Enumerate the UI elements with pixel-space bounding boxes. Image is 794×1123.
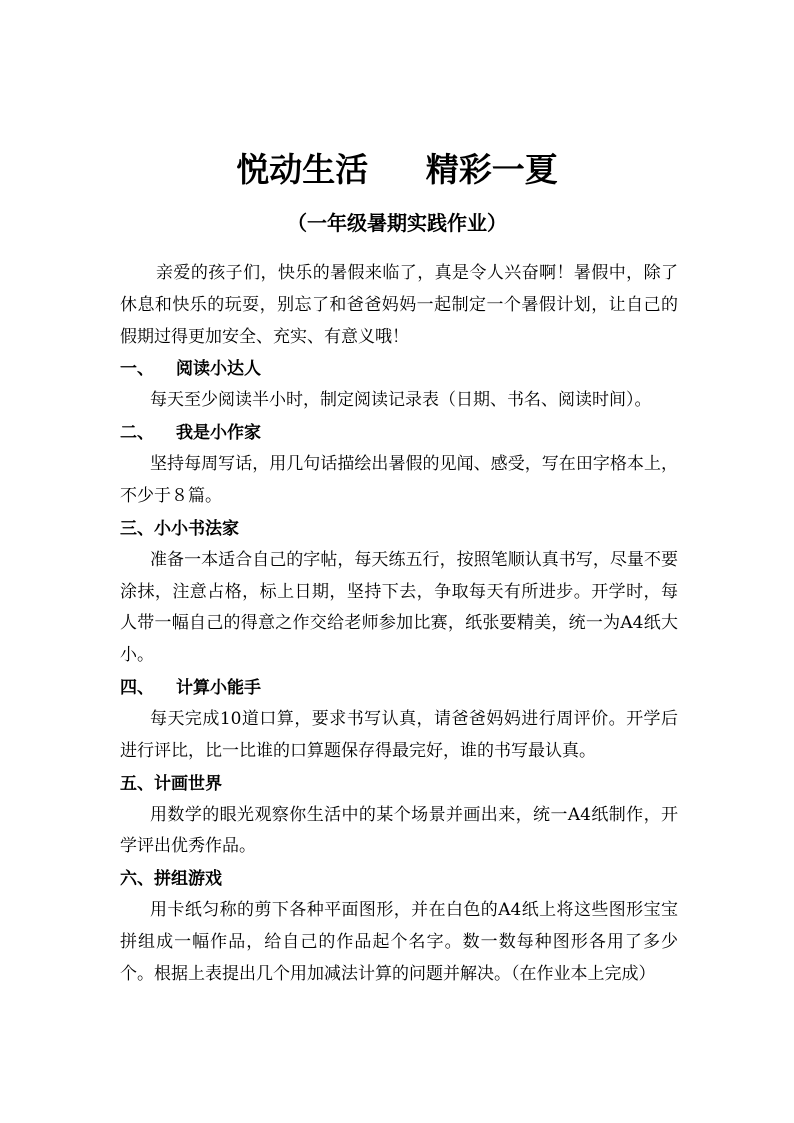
section-body-5: 用数学的眼光观察你生活中的某个场景并画出来，统一A4纸制作，开学评出优秀作品。: [120, 804, 678, 857]
section-body-6: 用卡纸匀称的剪下各种平面图形，并在白色的A4纸上将这些图形宝宝拼组成一幅作品，给自己的作品起个名字。数一数每种图形各用了多少个。根据上表提出几个用加减法计算的问题并解决。（在作业本上完成）: [120, 900, 678, 984]
section-title: 拼组游戏: [154, 869, 222, 890]
section-heading-4: [120, 672, 678, 704]
section-number: 六、: [120, 869, 154, 890]
section-heading-1: [120, 353, 678, 385]
section-body-1: 每天至少阅读半小时，制定阅读记录表（日期、书名、阅读时间）。: [150, 390, 652, 411]
section-title: 阅读小达人: [176, 359, 261, 380]
section-body-2: 坚持每周写话，用几句话描绘出暑假的见闻、感受，写在田字格本上，不少于８篇。: [120, 454, 678, 506]
section-title: 我是小作家: [176, 423, 261, 444]
section-number: 四、: [120, 677, 154, 698]
section-number: 五、: [120, 773, 154, 794]
section-title: 小小书法家: [154, 518, 239, 539]
section-heading-5: [120, 768, 678, 800]
section-title: 计画世界: [154, 773, 222, 794]
section-body-4: 每天完成10道口算，要求书写认真，请爸爸妈妈进行周评价。开学后进行评比，比一比谁的口算题保存得最完好，谁的书写最认真。: [120, 708, 678, 761]
document-subtitle: （一年级暑期实践作业）: [287, 211, 507, 235]
section-heading-2: [120, 417, 678, 449]
section-body-3: 准备一本适合自己的字帖，每天练五行，按照笔顺认真书写，尽量不要涂抹，注意占格，标上日期，坚持下去，争取每天有所进步。开学时，每人带一幅自己的得意之作交给老师参加比赛，纸张要精美，统一为A4纸大小。: [120, 549, 678, 666]
section-heading-3: [120, 513, 678, 545]
section-number: 二、: [120, 423, 154, 444]
intro-paragraph: 亲爱的孩子们，快乐的暑假来临了，真是令人兴奋啊！暑假中，除了休息和快乐的玩耍，别忘了和爸爸妈妈一起制定一个暑假计划，让自己的假期过得更加安全、充实、有意义哦！: [120, 263, 678, 347]
section-number: 三、: [120, 518, 154, 539]
document-title: 悦动生活 精彩一夏: [236, 150, 558, 189]
section-title: 计算小能手: [176, 677, 261, 698]
document-body: [120, 258, 678, 991]
section-number: 一、: [120, 359, 154, 380]
section-heading-6: [120, 863, 678, 895]
